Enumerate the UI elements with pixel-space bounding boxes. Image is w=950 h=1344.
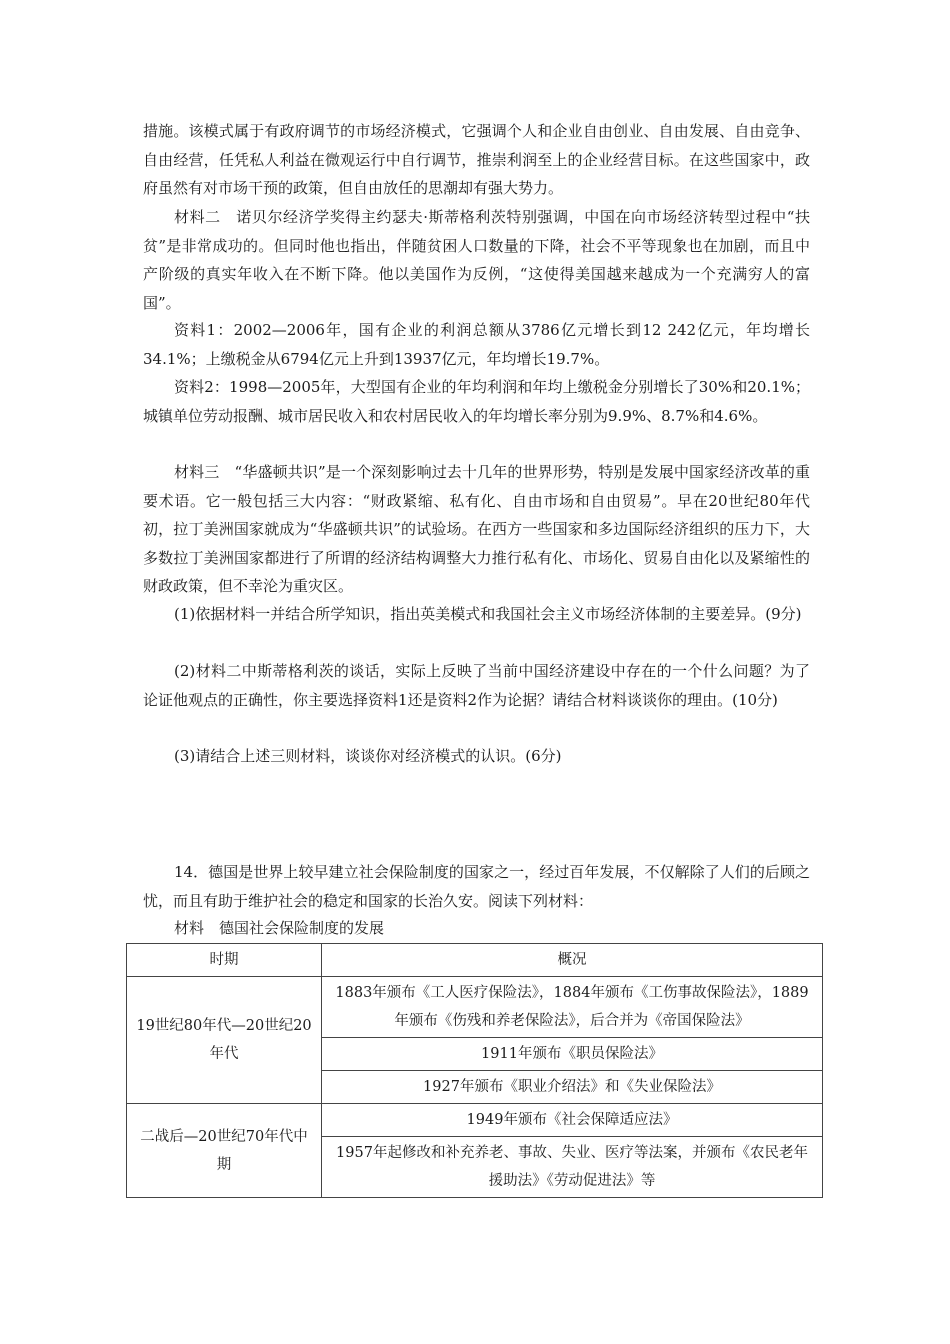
- overview-cell: 1927年颁布《职业介绍法》和《失业保险法》: [322, 1071, 823, 1104]
- overview-cell: 1949年颁布《社会保障适应法》: [322, 1104, 823, 1137]
- data-2-paragraph: 资料2：1998—2005年，大型国有企业的年均利润和年均上缴税金分别增长了30%和20.1%；城镇单位劳动报酬、城市居民收入和农村居民收入的年均增长率分别为9.9%、8.7%和4.6%。: [143, 378, 810, 425]
- table-row: [127, 1104, 823, 1137]
- question-3: (3)请结合上述三则材料，谈谈你对经济模式的认识。(6分): [174, 747, 562, 765]
- question-1: (1)依据材料一并结合所学知识，指出英美模式和我国社会主义市场经济体制的主要差异。(9分): [174, 605, 802, 623]
- question-14: 14．德国是世界上较早建立社会保险制度的国家之一，经过百年发展，不仅解除了人们的后顾之忧，而且有助于维护社会的稳定和国家的长治久安。阅读下列材料：: [143, 863, 810, 910]
- overview-cell: 1957年起修改和补充养老、事故、失业、医疗等法案，并颁布《农民老年援助法》《劳动促进法》等: [322, 1137, 823, 1198]
- table-row: [127, 977, 823, 1038]
- question-2: (2)材料二中斯蒂格利茨的谈话，实际上反映了当前中国经济建设中存在的一个什么问题？为了论证他观点的正确性，你主要选择资料1还是资料2作为论据？请结合材料谈谈你的理由。(10分): [143, 662, 810, 709]
- overview-cell: 1911年颁布《职员保险法》: [322, 1038, 823, 1071]
- material-3-paragraph: 材料三 “华盛顿共识”是一个深刻影响过去十几年的世界形势，特别是发展中国家经济改革的重要术语。它一般包括三大内容：“财政紧缩、私有化、自由市场和自由贸易”。早在20世纪80年代初，拉丁美洲国家就成为“华盛顿共识”的试验场。在西方一些国家和多边国际经济组织的压力下，大多数拉丁美洲国家都进行了所谓的经济结构调整大力推行私有化、市场化、贸易自由化以及紧缩性的财政政策，但不幸沦为重灾区。: [143, 463, 810, 595]
- table-header-row: [127, 944, 823, 977]
- period-cell: 19世纪80年代—20世纪20年代: [127, 977, 322, 1104]
- header-period: 时期: [127, 944, 322, 977]
- table-caption: 材料 德国社会保险制度的发展: [174, 919, 385, 937]
- insurance-history-table: [126, 943, 823, 1198]
- data-1-paragraph: 资料1：2002—2006年，国有企业的利润总额从3786亿元增长到12 242亿元，年均增长34.1%；上缴税金从6794亿元上升到13937亿元，年均增长19.7%。: [143, 321, 810, 368]
- period-cell: 二战后—20世纪70年代中期: [127, 1104, 322, 1198]
- intro-continued-paragraph: 措施。该模式属于有政府调节的市场经济模式，它强调个人和企业自由创业、自由发展、自由竞争、自由经营，任凭私人利益在微观运行中自行调节，推崇利润至上的企业经营目标。在这些国家中，政府虽然有对市场干预的政策，但自由放任的思潮却有强大势力。: [143, 122, 810, 197]
- material-2-paragraph: 材料二 诺贝尔经济学奖得主约瑟夫·斯蒂格利茨特别强调，中国在向市场经济转型过程中“扶贫”是非常成功的。但同时他也指出，伴随贫困人口数量的下降，社会不平等现象也在加剧，而且中产阶级的真实年收入在不断下降。他以美国作为反例，“这使得美国越来越成为一个充满穷人的富国”。: [143, 208, 810, 312]
- overview-cell: 1883年颁布《工人医疗保险法》，1884年颁布《工伤事故保险法》，1889年颁布《伤残和养老保险法》，后合并为《帝国保险法》: [322, 977, 823, 1038]
- header-overview: 概况: [322, 944, 823, 977]
